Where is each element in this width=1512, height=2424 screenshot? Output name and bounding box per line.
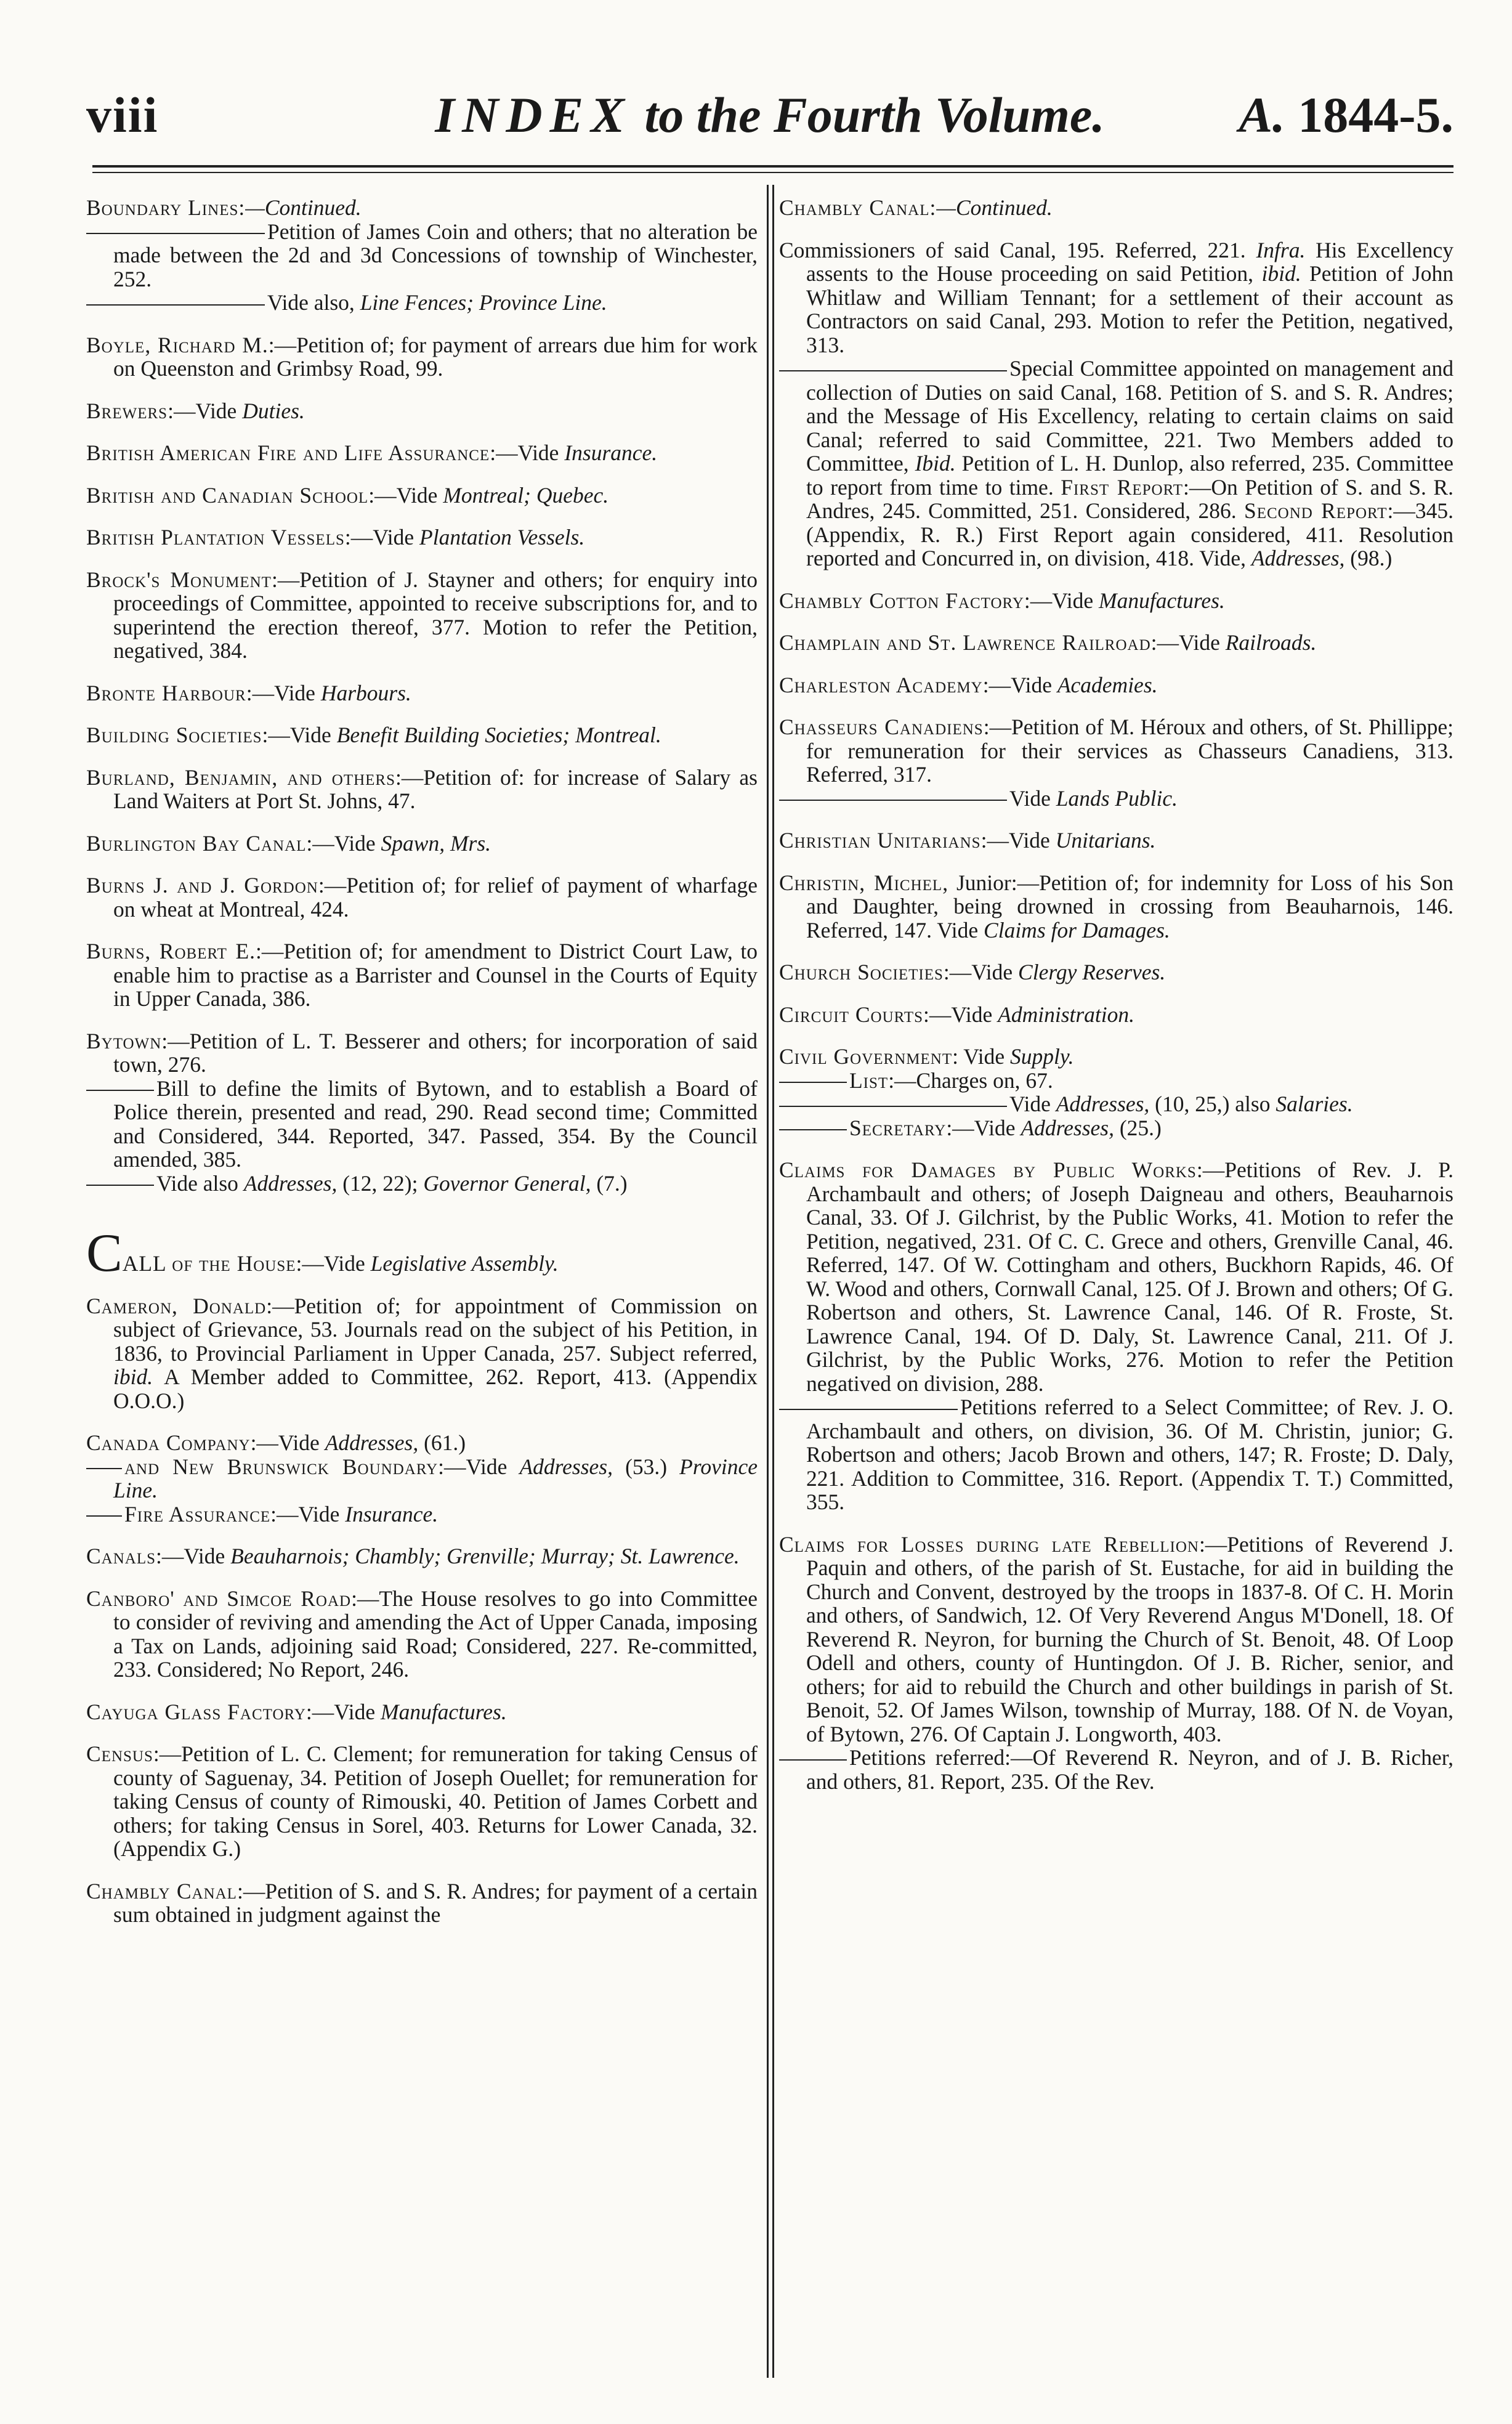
page-header <box>86 86 1453 154</box>
index-entry: Brock's Monument:—Petition of J. Stayner and others; for enquiry into proceedings of Committee, appointed to receive subscriptions for, and to superintend the erection thereof, 377. Motion to refer the Petition, negatived, 384. <box>86 567 758 663</box>
index-entry: Building Societies:—Vide Benefit Building Societies; Montreal. <box>86 723 661 747</box>
index-entry: Chambly Canal:—Continued. <box>779 195 1053 220</box>
index-entry: Boyle, Richard M.:—Petition of; for payment of arrears due him for work on Queenston and Grimbsy Road, 99. <box>86 332 758 381</box>
index-entry: Burland, Benjamin, and others:—Petition of: for increase of Salary as Land Waiters at Port St. Johns, 47. <box>86 764 758 813</box>
index-subentry: Vide Addresses, (10, 25,) also Salaries. <box>779 1092 1453 1116</box>
index-entry: Burlington Bay Canal:—Vide Spawn, Mrs. <box>86 830 491 856</box>
index-subentry: Petitions referred:—Of Reverend R. Neyron, and of J. B. Richer, and others, 81. Report, 235. Of the Rev. <box>779 1746 1453 1793</box>
page-title: INDEX to the Fourth Volume. <box>435 87 1105 143</box>
index-entry: CALL of the House:—Vide Legislative Assembly. <box>86 1223 559 1283</box>
header-rule <box>92 165 1453 168</box>
index-entry: Chambly Canal:—Petition of S. and S. R. Andres; for payment of a certain sum obtained in judgment against the <box>86 1878 758 1927</box>
index-entry: Charleston Academy:—Vide Academies. <box>779 672 1158 697</box>
index-entry: Civil Government: Vide Supply. <box>779 1044 1074 1069</box>
volume-year: A. 1844-5. <box>1239 87 1453 143</box>
index-entry: Census:—Petition of L. C. Clement; for remuneration for taking Census of county of Saguenay, 34. Petition of Joseph Ouellet; for remuneration for taking Census of county of Rimouski, 40. Petition of James Corbett and others; for taking Census in Sorel, 403. Returns for Lower Canada, 32. (Appendix G.) <box>86 1741 758 1861</box>
index-entry: British American Fire and Life Assurance:—Vide Insurance. <box>86 440 658 465</box>
index-entry: Cameron, Donald:—Petition of; for appointment of Commission on subject of Grievance, 53. Journals read on the subject of his Petition, in 1836, to Provincial Parliament in Upper Canada, 257. Subject referred, ibid. A Member added to Committee, 262. Report, 413. (Appendix O.O.O.) <box>86 1293 758 1413</box>
index-entry: Brewers:—Vide Duties. <box>86 398 305 423</box>
right-column <box>779 196 1453 1812</box>
index-entry: Burns, Robert E.:—Petition of; for amendment to District Court Law, to enable him to practise as a Barrister and Counsel in the Courts of Equity in Upper Canada, 386. <box>86 939 758 1011</box>
column-divider <box>767 185 774 2378</box>
index-entry: Cayuga Glass Factory:—Vide Manufactures. <box>86 1699 507 1724</box>
index-entry: Claims for Damages by Public Works:—Petitions of Rev. J. P. Archambault and others; of Joseph Daigneau and others, Beauharnois Canal, 33. Of J. Gilchrist, by the Public Works, 41. Motion to refer the Petition, negatived, 231. Of C. C. Grece and others, Grenville Canal, 46. Referred, 147. Of W. Cottingham and others, Buckhorn Rapids, 46. Of W. Wood and others, Cornwall Canal, 125. Of J. Brown and others; Of G. Robertson and others, St. Lawrence Canal, 146. Of R. Froste, St. Lawrence Canal, 194. Of D. Daly, St. Lawrence Canal, 211. Of J. Gilchrist, by the Public Works, 276. Motion to refer the Petition negatived on division, 288. <box>779 1157 1453 1396</box>
index-subentry: Vide Lands Public. <box>779 787 1453 811</box>
index-entry: Burns J. and J. Gordon:—Petition of; for relief of payment of wharfage on wheat at Montreal, 424. <box>86 873 758 922</box>
index-entry: Circuit Courts:—Vide Administration. <box>779 1002 1135 1027</box>
index-entry-continued: Commissioners of said Canal, 195. Referred, 221. Infra. His Excellency assents to the House proceeding on said Petition, ibid. Petition of John Whitlaw and William Tennant; for a settlement of their account as Contractors on said Canal, 293. Motion to refer the Petition, negatived, 313. <box>779 237 1453 357</box>
index-subentry: Petition of James Coin and others; that no alteration be made between the 2d and 3d Concessions of township of Winchester, 252. <box>86 220 758 291</box>
index-entry: Champlain and St. Lawrence Railroad:—Vide Railroads. <box>779 630 1317 655</box>
index-entry: Christian Unitarians:—Vide Unitarians. <box>779 828 1156 853</box>
index-entry: Canada Company:—Vide Addresses, (61.) <box>86 1430 466 1455</box>
index-subentry: Secretary:—Vide Addresses, (25.) <box>779 1116 1453 1140</box>
index-entry: Boundary Lines:—Continued. <box>86 195 362 220</box>
index-entry: Christin, Michel, Junior:—Petition of; for indemnity for Loss of his Son and Daughter, being drowned in crossing from Beauharnois, 146. Referred, 147. Vide Claims for Damages. <box>779 870 1453 942</box>
index-entry: Bronte Harbour:—Vide Harbours. <box>86 680 411 705</box>
index-entry: British Plantation Vessels:—Vide Plantation Vessels. <box>86 525 585 549</box>
index-entry: British and Canadian School:—Vide Montreal; Quebec. <box>86 482 609 508</box>
index-subentry: Fire Assurance:—Vide Insurance. <box>86 1502 758 1526</box>
index-entry: Bytown:—Petition of L. T. Besserer and others; for incorporation of said town, 276. <box>86 1028 758 1077</box>
index-entry: Canals:—Vide Beauharnois; Chambly; Grenville; Murray; St. Lawrence. <box>86 1544 740 1568</box>
index-subentry: List:—Charges on, 67. <box>779 1069 1453 1093</box>
index-subentry: Petitions referred to a Select Committee; of Rev. J. O. Archambault and others, on division, 36. Of M. Christin, junior; G. Robertson and others; Jacob Brown and others, 147; R. Froste; D. Daly, 221. Addition to Committee, 316. Report. (Appendix T. T.) Committed, 355. <box>779 1395 1453 1514</box>
header-rule-thin <box>92 172 1453 173</box>
index-entry: Church Societies:—Vide Clergy Reserves. <box>779 960 1166 984</box>
index-subentry: Vide also Addresses, (12, 22); Governor General, (7.) <box>86 1172 758 1196</box>
index-subentry: Vide also, Line Fences; Province Line. <box>86 291 758 315</box>
index-entry: Canboro' and Simcoe Road:—The House resolves to go into Committee to consider of reviving and amending the Act of Upper Canada, imposing a Tax on Lands, adjoining said Road; Considered, 227. Re-committed, 233. Considered; No Report, 246. <box>86 1586 758 1682</box>
page-number: viii <box>86 87 159 143</box>
index-subentry: Special Committee appointed on management and collection of Duties on said Canal, 168. Petition of S. and S. R. Andres; and the Message of His Excellency, relating to certain claims on said Canal; referred to said Committee, 221. Two Members added to Committee, Ibid. Petition of L. H. Dunlop, also referred, 235. Committee to report from time to time. First Report:—On Petition of S. and S. R. Andres, 245. Committed, 251. Considered, 286. Second Report:—345. (Appendix, R. R.) First Report again considered, 411. Resolution reported and Concurred in, on division, 418. Vide, Addresses, (98.) <box>779 357 1453 570</box>
index-entry: Claims for Losses during late Rebellion:—Petitions of Reverend J. Paquin and others, of the parish of St. Eustache, for aid in building the Church and Convent, destroyed by the troops in 1837-8. Of C. H. Morin and others, of Sandwich, 12. Of Very Reverend Angus M'Donell, 18. Of Reverend R. Neyron, for burning the Church of St. Benoit, 48. Of Loop Odell and others, county of Huntingdon. Of J. B. Richer, senior, and others; for aid to rebuild the Church and other buildings in parish of St. Benoit, 52. Of James Wilson, township of Murray, 188. Of N. de Voyan, of Bytown, 276. Of Captain J. Longworth, 403. <box>779 1531 1454 1746</box>
index-subentry: Bill to define the limits of Bytown, and to establish a Board of Police therein, presented and read, 290. Read second time; Committed and Considered, 344. Reported, 347. Passed, 354. By the Council amended, 385. <box>86 1077 758 1172</box>
left-column <box>86 196 758 1945</box>
index-entry: Chambly Cotton Factory:—Vide Manufactures. <box>779 588 1225 613</box>
index-subentry: and New Brunswick Boundary:—Vide Addresses, (53.) Province Line. <box>86 1455 758 1502</box>
index-entry: Chasseurs Canadiens:—Petition of M. Héroux and others, of St. Phillippe; for remuneration for their services as Chasseurs Canadiens, 313. Referred, 317. <box>779 715 1453 787</box>
